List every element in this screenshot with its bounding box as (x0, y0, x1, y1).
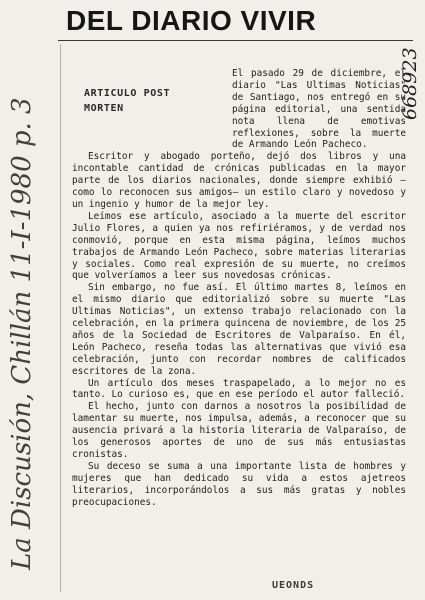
article-paragraph: Un artículo dos meses traspapelado, a lo mejor no es tanto. Lo curioso es, que en ese período el autor falleció. (72, 377, 406, 401)
article-paragraph: El hecho, junto con darnos a nosotros la posibilidad de lamentar su muerte, nos impulsa, además, a reconocer que su ausencia privará a la historia literaria de Valparaíso, de los generosos aportes de uno de sus más entusiastas cronistas. (72, 401, 406, 460)
article-heading-line2: MORTEN (84, 103, 124, 114)
author-signature: UEONDS (272, 580, 315, 591)
handwritten-reference-number: 668923 (399, 47, 421, 120)
article-paragraph: Su deceso se suma a una importante lista de hombres y mujeres que han dedicado su vida a estos ajetreos literarios, incorporándolos a sus más gratas y nobles preocupaciones. (72, 460, 406, 508)
handwritten-source-note: La Discusión, Chillán 11-I-1980 p. 3 (7, 97, 37, 570)
article-paragraph: Escritor y abogado porteño, dejó dos libros y una incontable cantidad de crónicas publicadas en la mayor parte de los diarios nacionales, donde siempre exhibió —como lo reconocen sus amigos— un estilo claro y novedoso y un ingenio y humor de la mejor ley. (72, 151, 406, 210)
margin-line (60, 44, 61, 592)
article-body (72, 68, 406, 584)
article-paragraph: Leímos ese artículo, asociado a la muerte del escritor Julio Flores, a quien ya nos refiriéramos, y de verdad nos conmovió, porque en esta misma página, leímos muchos trabajos de Armando León Pacheco, sobre materias literarias y sociales. Como real expresión de su muerte, no creímos que volveríamos a leer sus novedosas crónicas. (72, 210, 406, 282)
article-lead-paragraph: El pasado 29 de diciembre, el diario "Las Ultimas Noticias" de Santiago, nos entregó en su página editorial, una sentida nota llena de emotivas reflexiones, sobre la muerte de Armando León Pacheco. (232, 68, 406, 151)
article-heading-line1: ARTICULO POST (84, 88, 171, 99)
article-paragraph: Sin embargo, no fue así. El último martes 8, leímos en el mismo diario que editorializó sobre su muerte "Las Ultimas Noticias", un extenso trabajo relacionado con la celebración, en la primera quincena de noviembre, de los 25 años de la Sociedad de Escritores de Valparaíso. En él, León Pacheco, reseña todas las alternativas que vivió esa celebración, junto con recordar nombres de calificados escritores de la zona. (72, 282, 406, 377)
masthead-rule (58, 40, 413, 41)
column-masthead: DEL DIARIO VIVIR (66, 5, 317, 36)
